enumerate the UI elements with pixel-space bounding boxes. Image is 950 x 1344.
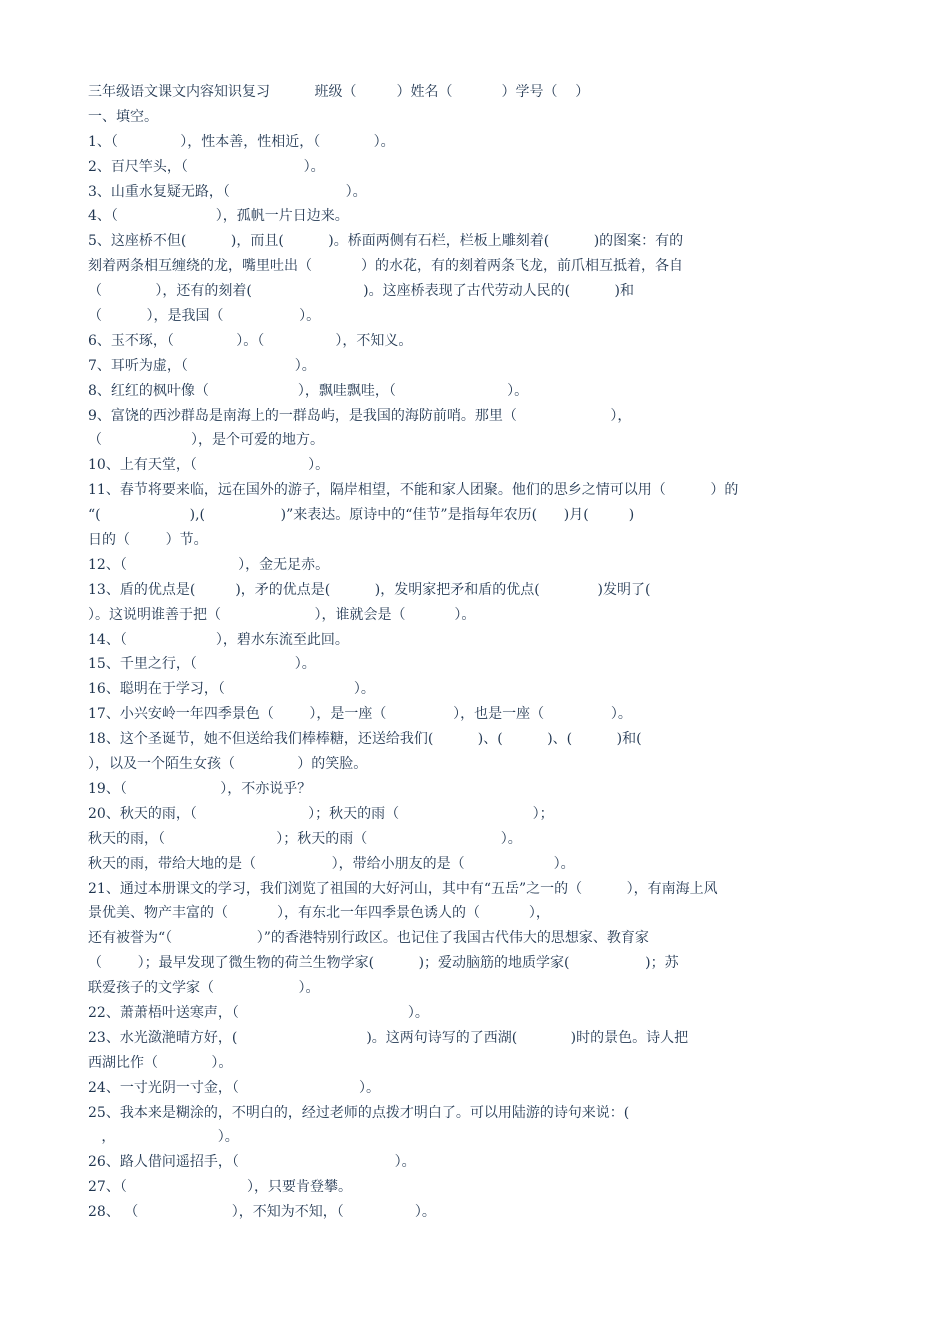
question-line: 22、萧萧梧叶送寒声，（ ）。 xyxy=(88,1004,429,1021)
worksheet xyxy=(88,80,858,1225)
question-line: 5、这座桥不但( )，而且( )。桥面两侧有石栏，栏板上雕刻着( )的图案：有的 xyxy=(88,233,684,250)
question-line: （ ），还有的刻着( )。这座桥表现了古代劳动人民的( )和 xyxy=(88,283,635,300)
question-line: 18、这个圣诞节，她不但送给我们棒棒糖，还送给我们( )、( )、( )和( xyxy=(88,731,642,748)
question-line: 2、百尺竿头，（ ）。 xyxy=(88,158,325,175)
question-line: 3、山重水复疑无路，（ ）。 xyxy=(88,183,367,200)
question-line: 10、上有天堂，（ ）。 xyxy=(88,457,330,474)
question-line: ）。这说明谁善于把（ ），谁就会是（ ）。 xyxy=(88,606,476,623)
question-line: 25、我本来是糊涂的，不明白的，经过老师的点拨才明白了。可以用陆游的诗句来说：( xyxy=(88,1104,630,1121)
question-line: 24、一寸光阴一寸金，（ ）。 xyxy=(88,1079,380,1096)
question-line: 还有被誉为“（ ）”的香港特别行政区。也记住了我国古代伟大的思想家、教育家 xyxy=(88,930,649,947)
question-line: 西湖比作（ ）。 xyxy=(88,1054,233,1071)
question-line: 20、秋天的雨，（ ）；秋天的雨（ ）； xyxy=(88,805,554,822)
question-line: 秋天的雨，（ ）；秋天的雨（ ）。 xyxy=(88,830,522,847)
question-line: “( ),( )”来表达。原诗中的“佳节”是指每年农历( )月( ) xyxy=(88,507,635,524)
question-line: （ ）；最早发现了微生物的荷兰生物学家( )；爱动脑筋的地质学家( )；苏 xyxy=(88,955,679,972)
question-line: 14、（ ），碧水东流至此回。 xyxy=(88,631,349,648)
question-line: 11、春节将要来临，远在国外的游子，隔岸相望，不能和家人团聚。他们的思乡之情可以用（ ）的 xyxy=(88,482,739,499)
question-line: 日的（ ）节。 xyxy=(88,532,208,549)
question-line: 15、千里之行，（ ）。 xyxy=(88,656,316,673)
question-line: 16、聪明在于学习，（ ）。 xyxy=(88,681,375,698)
question-line: 28、 （ ），不知为不知，（ ）。 xyxy=(88,1204,436,1221)
section-heading: 一、填空。 xyxy=(88,108,158,125)
question-line: 21、通过本册课文的学习，我们浏览了祖国的大好河山，其中有“五岳”之一的（ ），有南海上风 xyxy=(88,880,718,897)
question-line: 12、（ ），金无足赤。 xyxy=(88,556,330,573)
question-line: 26、路人借问遥招手，（ ）。 xyxy=(88,1154,416,1171)
question-line: 17、小兴安岭一年四季景色（ ），是一座（ ），也是一座（ ）。 xyxy=(88,706,632,723)
question-line: （ ），是个可爱的地方。 xyxy=(88,432,325,449)
question-line: 27、（ ），只要肯登攀。 xyxy=(88,1179,352,1196)
question-line: 秋天的雨，带给大地的是（ ），带给小朋友的是（ ）。 xyxy=(88,855,575,872)
question-line: 13、盾的优点是( )，矛的优点是( )，发明家把矛和盾的优点( )发明了( xyxy=(88,581,651,598)
question-line: 景优美、物产丰富的（ ），有东北一年四季景色诱人的（ ）， xyxy=(88,905,550,922)
question-line: 9、富饶的西沙群岛是南海上的一群岛屿，是我国的海防前哨。那里（ ）， xyxy=(88,407,632,424)
question-line: 8、红红的枫叶像（ ），飘哇飘哇，（ ）。 xyxy=(88,382,529,399)
worksheet-header: 三年级语文课文内容知识复习 班级（ ）姓名（ ）学号（ ） xyxy=(88,84,590,100)
question-line: ， ）。 xyxy=(88,1129,239,1146)
question-line: （ ），是我国（ ）。 xyxy=(88,308,321,325)
question-line: 23、水光潋滟晴方好，( )。这两句诗写的了西湖( )时的景色。诗人把 xyxy=(88,1029,689,1046)
question-line: 4、（ ），孤帆一片日边来。 xyxy=(88,208,349,225)
question-line: 联爱孩子的文学家（ ）。 xyxy=(88,980,320,997)
question-line: 刻着两条相互缠绕的龙，嘴里吐出（ ）的水花，有的刻着两条飞龙，前爪相互抵着，各自 xyxy=(88,258,683,275)
question-line: 1、（ ），性本善，性相近，（ ）。 xyxy=(88,133,395,150)
question-line: 19、（ ），不亦说乎？ xyxy=(88,780,312,797)
question-line: 7、耳听为虚，（ ）。 xyxy=(88,357,316,374)
question-line: ），以及一个陌生女孩（ ）的笑脸。 xyxy=(88,756,368,773)
question-line: 6、玉不琢，（ ）。（ ），不知义。 xyxy=(88,332,413,349)
